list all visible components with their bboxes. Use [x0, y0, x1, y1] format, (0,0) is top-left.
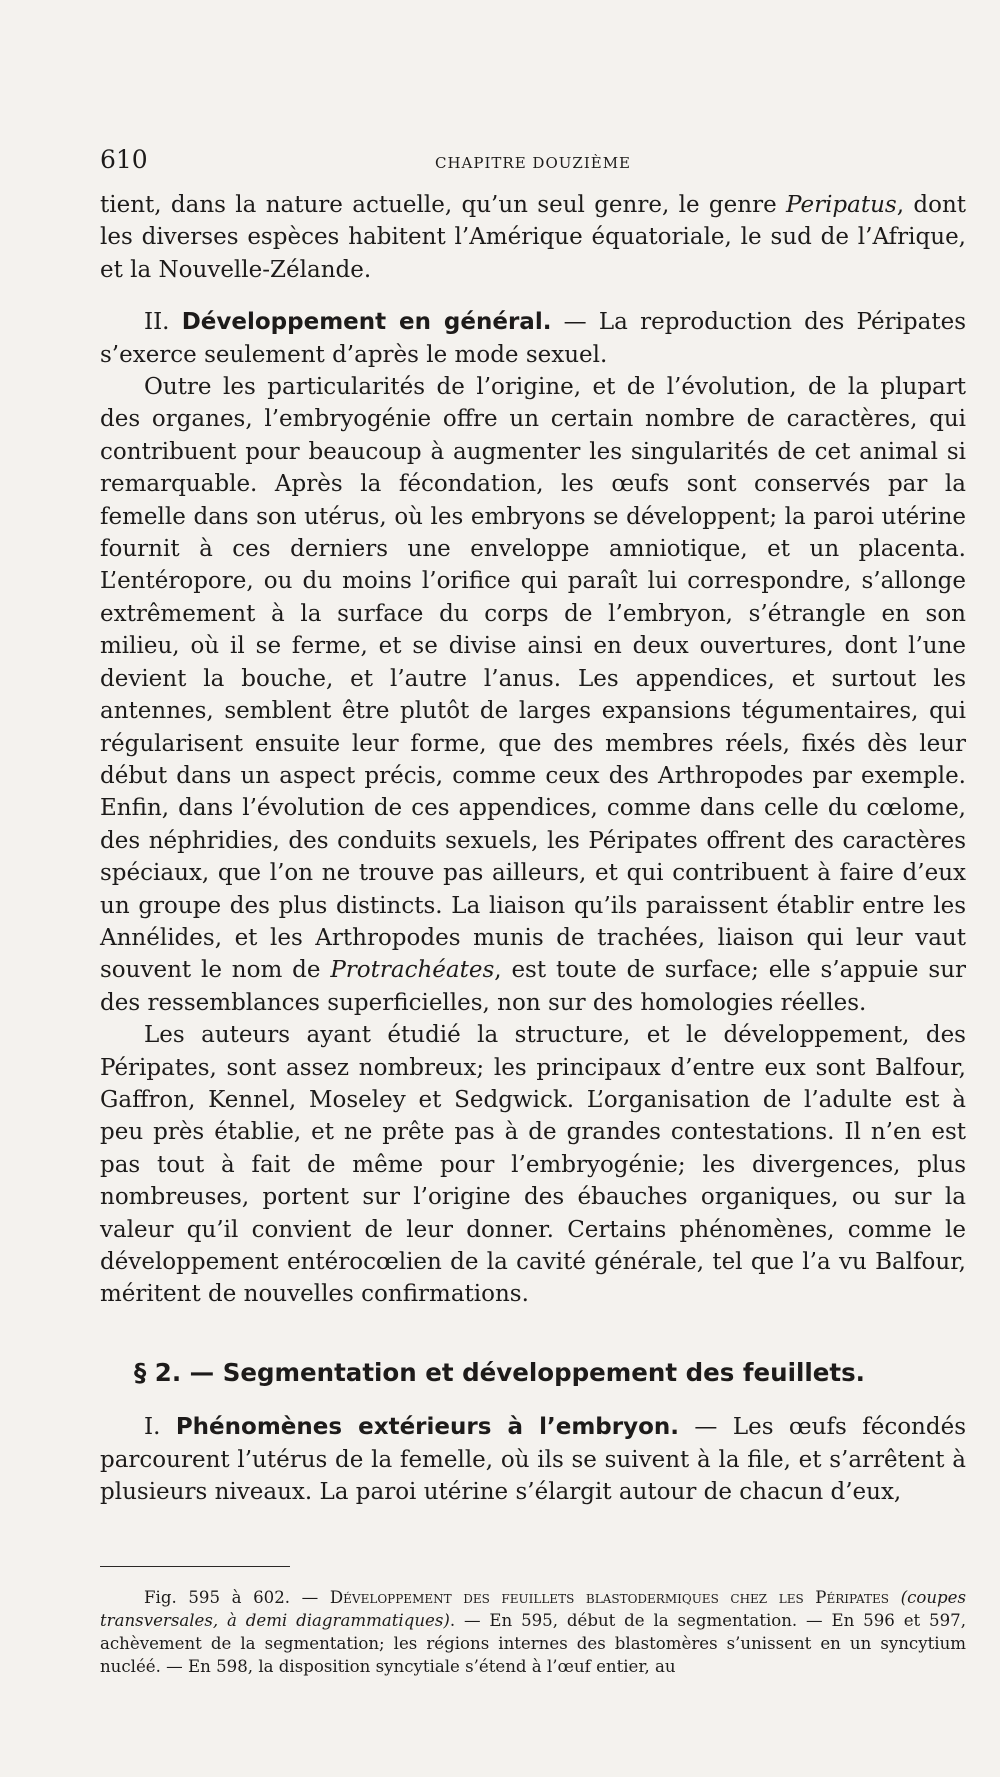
genus-name: Peripatus: [786, 192, 897, 218]
section-heading: § 2. — Segmentation et développement des feuillets.: [134, 1357, 865, 1387]
page-number: 610: [100, 145, 148, 174]
paragraph-text: — Les œufs fécondés parcourent l’utérus de la femelle, où ils se suivent à la file, et s’arrêtent à plusieurs niveaux. La paroi utérine s’élargit autour de chacun d’eux,: [100, 1414, 967, 1506]
footnote-rule: [100, 1566, 290, 1567]
paragraph-intro: [100, 189, 966, 286]
section-title: Phénomènes extérieurs à l’embryon.: [175, 1414, 680, 1441]
paragraph-text: tient, dans la nature actuelle, qu’un seul genre, le genre: [100, 192, 787, 218]
paragraph-text: , est toute de surface; elle s’appuie sur des ressemblances superficielles, non sur des homologies réelles.: [100, 957, 967, 1016]
caption-label: Fig. 595 à 602. —: [144, 1588, 330, 1608]
caption-italic: (coupes transversales, à demi diagrammatiques): [100, 1588, 966, 1631]
running-head: [100, 145, 966, 181]
caption-text: . — En 595, début de la segmentation. — En 596 et 597, achèvement de la segmentation; les régions internes des blastomères s’unissent en un syncytium nucléé. — En 598, la disposition syncytiale s’étend à l’œuf entier, au: [100, 1611, 966, 1676]
figure-caption: [100, 1587, 966, 1678]
section-number: I.: [144, 1414, 161, 1441]
caption-title: Développement des feuillets blastodermiques chez les Péripates: [329, 1588, 889, 1608]
section-number: II.: [144, 309, 170, 336]
chapter-title: CHAPITRE DOUZIÈME: [435, 154, 631, 172]
paragraph-external-phenomena: [100, 1411, 966, 1508]
body-text: [100, 189, 966, 1508]
paragraph-text: — La reproduction des Péripates s’exerce seulement d’après le mode sexuel.: [100, 309, 966, 368]
term-protracheates: Protrachéates: [330, 957, 495, 984]
paragraph-development: [100, 306, 966, 371]
paragraph-text: Outre les particularités de l’origine, et de l’évolution, de la plupart des organes, l’embryogénie offre un certain nombre de caractères, qui contribuent pour beaucoup à augmenter les singularités de cet animal si remarquable. Après la fécondation, les œufs sont conservés par la femelle dans son utérus, où les embryons se développent; la paroi utérine fournit à ces derniers une enveloppe amniotique, et un placenta. L’entéropore, ou du moins l’orifice qui paraît lui correspondre, s’allonge extrêmement à la surface du corps de l’embryon, s’étrangle en son milieu, où il se ferme, et se divise ainsi en deux ouvertures, dont l’une devient la bouche, et l’autre l’anus. Les appendices, et surtout les antennes, semblent être plutôt de larges expansions tégumentaires, qui régularisent ensuite leur forme, que des membres réels, fixés dès leur début dans un aspect précis, comme ceux des Arthropodes par exemple. Enfin, dans l’évolution de ces appendices, comme dans celle du cœlome, des néphridies, des conduits sexuels, les Péripates offrent des caractères spéciaux, que l’on ne trouve pas ailleurs, et qui contribuent à faire d’eux un groupe des plus distincts. La liaison qu’ils paraissent établir entre les Annélides, et les Arthropodes munis de trachées, liaison qui leur vaut souvent le nom de: [100, 374, 966, 984]
paragraph-authors: Les auteurs ayant étudié la structure, et le développement, des Péripates, sont assez nombreux; les principaux d’entre eux sont Balfour, Gaffron, Kennel, Moseley et Sedgwick. L’organisation de l’adulte est à peu près établie, et ne prête pas à de grandes contestations. Il n’en est pas tout à fait de même pour l’embryogénie; les divergences, plus nombreuses, portent sur l’origine des ébauches organiques, ou sur la valeur qu’il convient de leur donner. Certains phénomènes, comme le développement entérocœlien de la cavité générale, tel que l’a vu Balfour, méritent de nouvelles confirmations.: [100, 1022, 966, 1308]
paragraph-embryogeny: [100, 371, 966, 1019]
section-title: Développement en général.: [181, 309, 552, 336]
paragraph-text: , dont les diverses espèces habitent l’Amérique équatoriale, le sud de l’Afrique, et la Nouvelle-Zélande.: [100, 192, 966, 283]
